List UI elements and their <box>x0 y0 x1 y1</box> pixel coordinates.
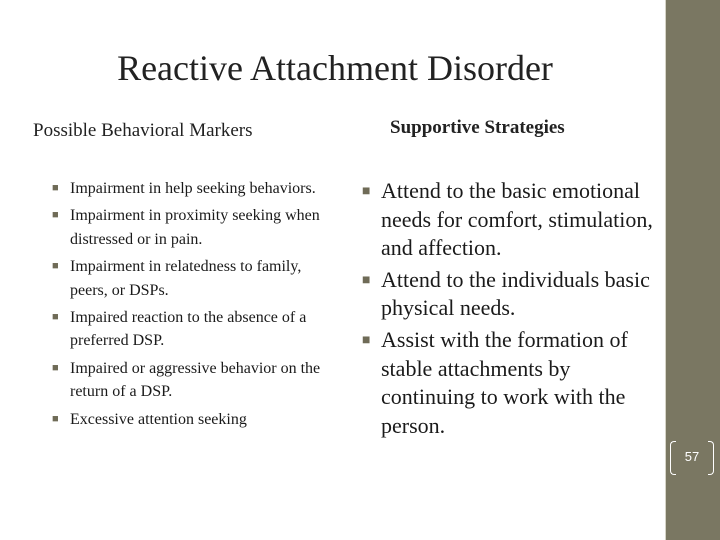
bullet-icon: ■ <box>52 311 59 324</box>
bullet-icon: ■ <box>362 332 371 348</box>
list-item-text: Impairment in proximity seeking when distressed or in pain. <box>70 207 320 248</box>
list-item <box>52 177 324 200</box>
list-item <box>362 177 662 263</box>
list-item <box>52 357 324 404</box>
bullet-icon: ■ <box>52 209 59 222</box>
page-number-badge <box>670 441 714 475</box>
list-item-text: Impairment in help seeking behaviors. <box>70 180 316 197</box>
supportive-strategies-list <box>362 177 662 443</box>
list-item-text: Assist with the formation of stable attachments by continuing to work with the person. <box>381 326 628 438</box>
list-item <box>52 255 324 302</box>
list-item-text: Excessive attention seeking <box>70 410 247 428</box>
behavioral-markers-list <box>52 177 324 435</box>
list-item <box>52 306 324 353</box>
page-number: 57 <box>684 449 700 464</box>
list-item-text: Impaired reaction to the absence of a preferred DSP. <box>70 309 307 350</box>
bullet-icon: ■ <box>52 182 59 194</box>
list-item-text: Attend to the basic emotional needs for comfort, stimulation, and affection. <box>381 178 653 261</box>
list-item <box>52 204 324 251</box>
list-item <box>362 266 662 323</box>
list-item-text: Impaired or aggressive behavior on the return of a DSP. <box>70 359 321 401</box>
left-column-heading: Possible Behavioral Markers <box>33 120 253 141</box>
bullet-icon: ■ <box>52 412 59 425</box>
slide-title: Reactive Attachment Disorder <box>117 48 553 88</box>
list-item <box>52 408 324 431</box>
list-item-text: Attend to the individuals basic physical needs. <box>381 266 650 321</box>
right-column-heading: Supportive Strategies <box>390 117 565 138</box>
list-item-text: Impairment in relatedness to family, peers, or DSPs. <box>70 258 302 299</box>
bullet-icon: ■ <box>52 361 59 374</box>
right-brace-icon <box>708 441 714 475</box>
bullet-icon: ■ <box>362 272 371 288</box>
bullet-icon: ■ <box>362 184 371 199</box>
list-item <box>362 326 662 440</box>
bullet-icon: ■ <box>52 260 59 273</box>
